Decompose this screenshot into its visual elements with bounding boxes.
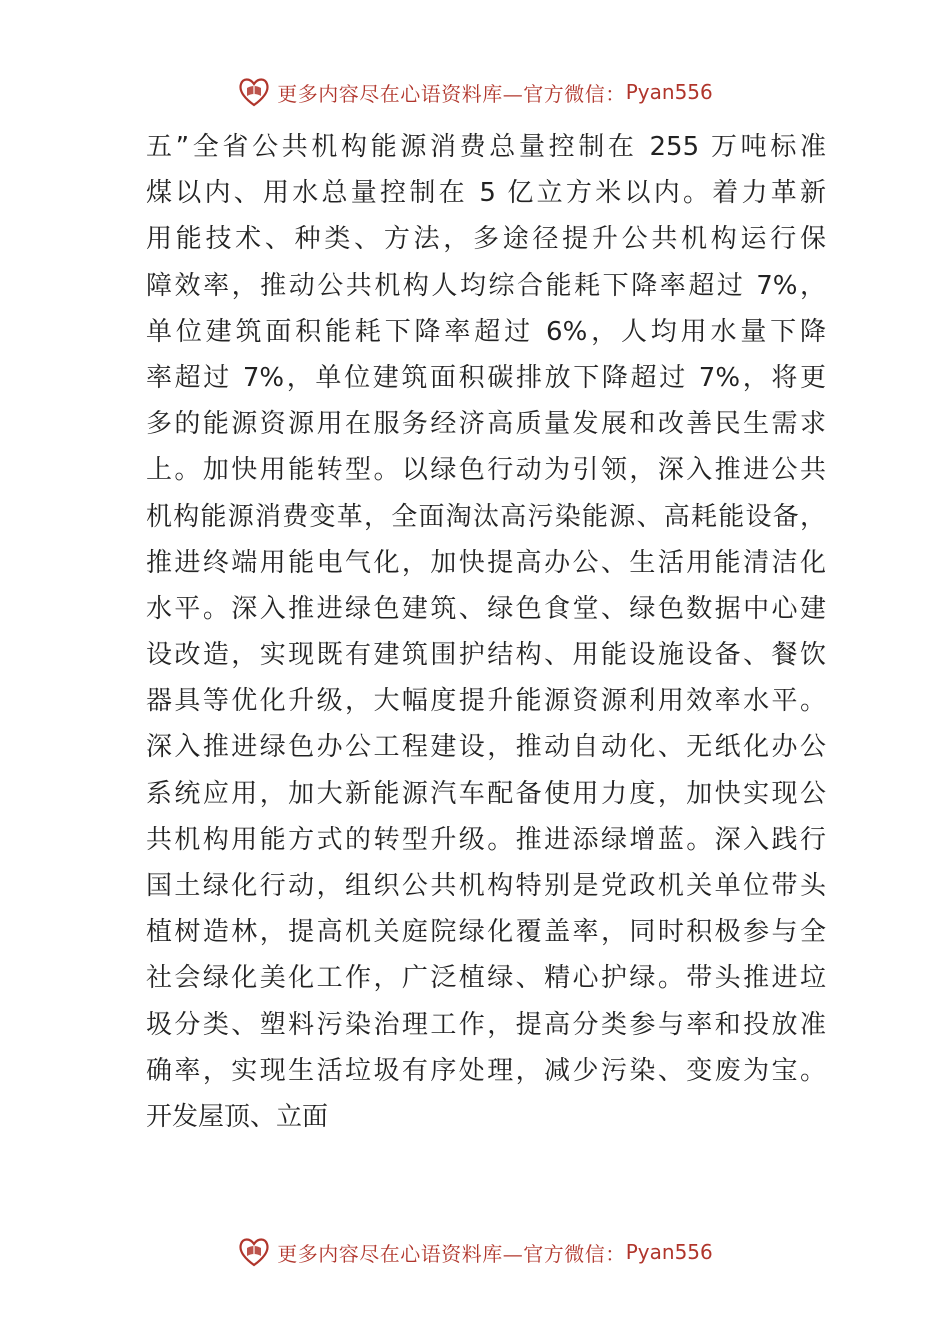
body-line: 五”全省公共机构能源消费总量控制在 255 万吨标准	[146, 132, 826, 162]
body-line: 推进终端用能电气化，加快提高办公、生活用能清洁化	[146, 547, 826, 578]
body-line: 率超过 7%，单位建筑面积碳排放下降超过 7%，将更	[146, 362, 826, 393]
header-watermark	[0, 72, 950, 112]
heart-book-logo-icon	[237, 75, 271, 109]
body-line: 单位建筑面积能耗下降率超过 6%，人均用水量下降	[146, 316, 826, 347]
heart-book-logo-icon	[237, 1235, 271, 1269]
body-line: 水平。深入推进绿色建筑、绿色食堂、绿色数据中心建	[146, 593, 826, 624]
body-line: 障效率，推动公共机构人均综合能耗下降率超过 7%，	[146, 270, 826, 301]
body-line: 上。加快用能转型。以绿色行动为引领，深入推进公共	[146, 455, 826, 486]
watermark-wechat-id: Pyan556	[625, 1240, 713, 1264]
watermark-text: 更多内容尽在心语资料库—官方微信：	[277, 1241, 626, 1266]
body-line: 植树造林，提高机关庭院绿化覆盖率，同时积极参与全	[146, 917, 826, 948]
body-line: 设改造，实现既有建筑围护结构、用能设施设备、餐饮	[146, 640, 826, 671]
body-line: 煤以内、用水总量控制在 5 亿立方米以内。着力革新	[146, 178, 826, 209]
body-line: 深入推进绿色办公工程建设，推动自动化、无纸化办公	[146, 732, 826, 763]
body-line: 用能技术、种类、方法，多途径提升公共机构运行保	[146, 224, 826, 255]
body-line: 多的能源资源用在服务经济高质量发展和改善民生需求	[146, 409, 826, 440]
body-line: 圾分类、塑料污染治理工作，提高分类参与率和投放准	[146, 1009, 826, 1040]
footer-watermark	[0, 1232, 950, 1272]
watermark-wechat-id: Pyan556	[625, 80, 713, 104]
body-line: 器具等优化升级，大幅度提升能源资源利用效率水平。	[146, 686, 826, 717]
body-line: 确率，实现生活垃圾有序处理，减少污染、变废为宝。	[146, 1055, 826, 1086]
watermark-text: 更多内容尽在心语资料库—官方微信：	[277, 81, 626, 106]
body-line: 开发屋顶、立面	[146, 1101, 329, 1132]
body-line: 系统应用，加大新能源汽车配备使用力度，加快实现公	[146, 778, 826, 809]
body-line: 社会绿化美化工作，广泛植绿、精心护绿。带头推进垃	[146, 963, 826, 994]
document-body	[146, 124, 826, 1140]
body-line: 国土绿化行动，组织公共机构特别是党政机关单位带头	[146, 871, 826, 901]
body-line: 机构能源消费变革，全面淘汰高污染能源、高耗能设备，	[146, 501, 826, 532]
body-line: 共机构用能方式的转型升级。推进添绿增蓝。深入践行	[146, 824, 826, 855]
